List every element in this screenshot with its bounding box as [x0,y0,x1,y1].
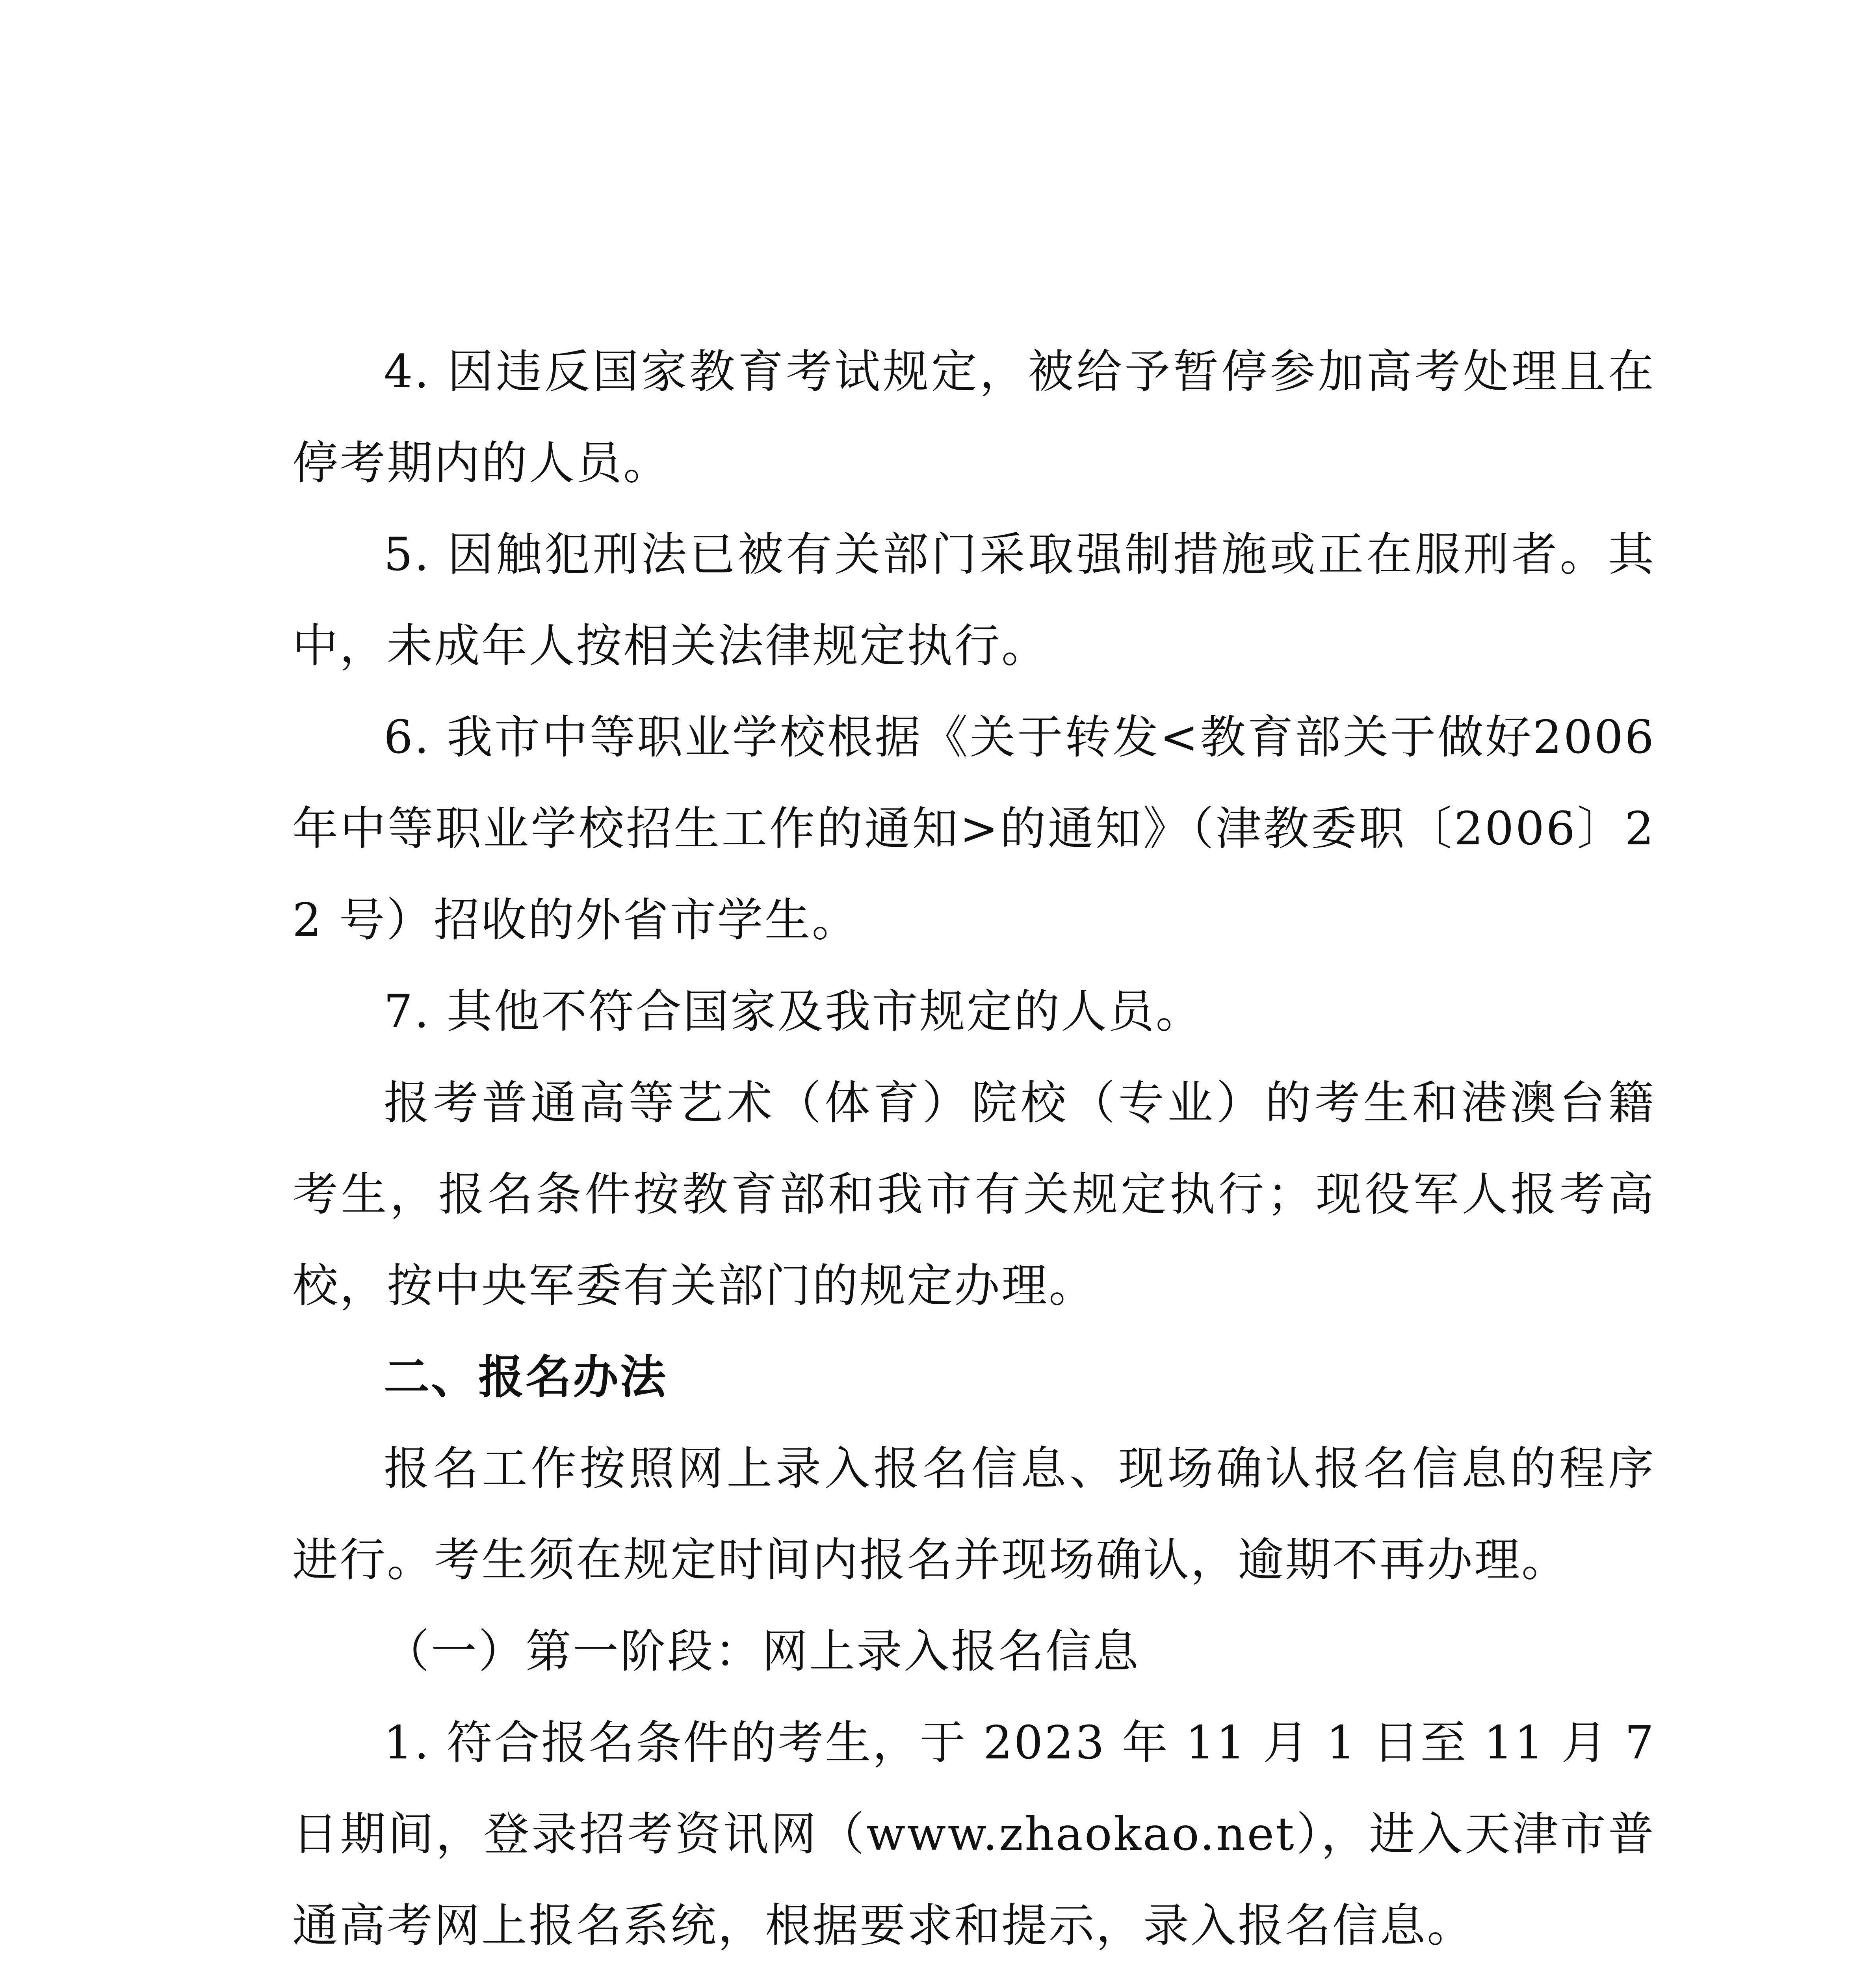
paragraph-item-5: 5. 因触犯刑法已被有关部门采取强制措施或正在服刑者。其中，未成年人按相关法律规定执行。 [292,528,1655,673]
paragraph-stage-one-item-1: 1. 符合报名条件的考生，于 2023 年 11 月 1 日至 11 月 7 日期间，登录招考资讯网（www.zhaokao.net），进入天津市普通高考网上报名系统，根据要求和提示，录入报名信息。 [292,1716,1655,1952]
paragraph-item-6: 6. 我市中等职业学校根据《关于转发<教育部关于做好2006 年中等职业学校招生工作的通知>的通知》（津教委职〔2006〕22 号）招收的外省市学生。 [292,711,1655,947]
paragraph-item-7: 7. 其他不符合国家及我市规定的人员。 [384,985,1203,1038]
paragraph-art-sports-note: 报考普通高等艺术（体育）院校（专业）的考生和港澳台籍考生，报名条件按教育部和我市有关规定执行；现役军人报考高校，按中央军委有关部门的规定办理。 [292,1076,1655,1312]
paragraph-stage-one-title: （一）第一阶段：网上录入报名信息 [384,1625,1140,1678]
section-heading: 二、报名办法 [384,1351,667,1404]
paragraph-registration-overview: 报名工作按照网上录入报名信息、现场确认报名信息的程序进行。考生须在规定时间内报名并现场确认，逾期不再办理。 [292,1442,1655,1587]
paragraph-item-4: 4. 因违反国家教育考试规定，被给予暂停参加高考处理且在停考期内的人员。 [292,345,1655,490]
document-body [292,326,1655,1970]
